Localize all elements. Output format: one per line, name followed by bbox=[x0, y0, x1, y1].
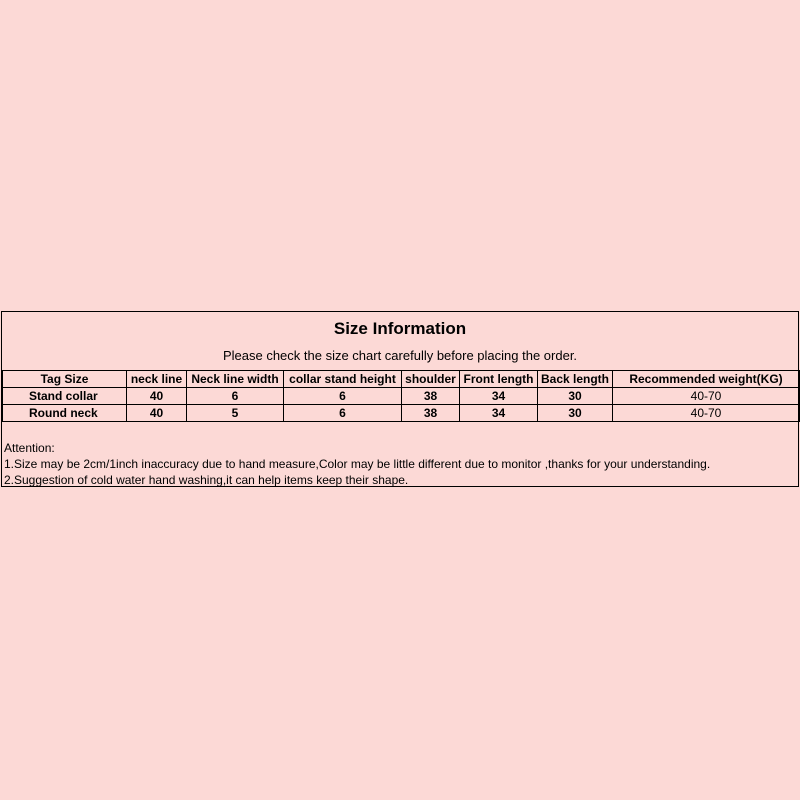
size-table bbox=[2, 370, 800, 422]
header-collar-stand-height: collar stand height bbox=[284, 371, 402, 388]
chart-title: Size Information bbox=[333, 319, 467, 338]
row-tag-size: Stand collar bbox=[3, 388, 127, 405]
notes-heading: Attention: bbox=[4, 441, 55, 455]
note-item: 2.Suggestion of cold water hand washing,it can help items keep their shape. bbox=[4, 473, 409, 487]
row-tag-size: Round neck bbox=[3, 405, 127, 422]
header-back-length: Back length bbox=[538, 371, 613, 388]
cell-neck-line-width: 5 bbox=[187, 405, 284, 422]
cell-collar-stand-height: 6 bbox=[284, 405, 402, 422]
cell-neck-line: 40 bbox=[127, 405, 187, 422]
header-neck-line-width: Neck line width bbox=[187, 371, 284, 388]
attention-notes bbox=[4, 440, 710, 488]
cell-back-length: 30 bbox=[538, 388, 613, 405]
header-neck-line: neck line bbox=[127, 371, 187, 388]
cell-neck-line-width: 6 bbox=[187, 388, 284, 405]
size-chart bbox=[1, 311, 799, 487]
cell-front-length: 34 bbox=[460, 405, 538, 422]
cell-front-length: 34 bbox=[460, 388, 538, 405]
note-item: 1.Size may be 2cm/1inch inaccuracy due to hand measure,Color may be little different due to monitor ,thanks for your understanding. bbox=[4, 457, 711, 471]
cell-recommended-weight: 40-70 bbox=[613, 388, 800, 405]
cell-shoulder: 38 bbox=[402, 388, 460, 405]
chart-subtitle: Please check the size chart carefully before placing the order. bbox=[222, 348, 578, 363]
cell-shoulder: 38 bbox=[402, 405, 460, 422]
header-shoulder: shoulder bbox=[402, 371, 460, 388]
table-row bbox=[3, 388, 800, 405]
header-recommended-weight: Recommended weight(KG) bbox=[613, 371, 800, 388]
cell-collar-stand-height: 6 bbox=[284, 388, 402, 405]
cell-recommended-weight: 40-70 bbox=[613, 405, 800, 422]
header-tag-size: Tag Size bbox=[3, 371, 127, 388]
cell-neck-line: 40 bbox=[127, 388, 187, 405]
cell-back-length: 30 bbox=[538, 405, 613, 422]
header-front-length: Front length bbox=[460, 371, 538, 388]
table-header-row bbox=[3, 371, 800, 388]
table-row bbox=[3, 405, 800, 422]
